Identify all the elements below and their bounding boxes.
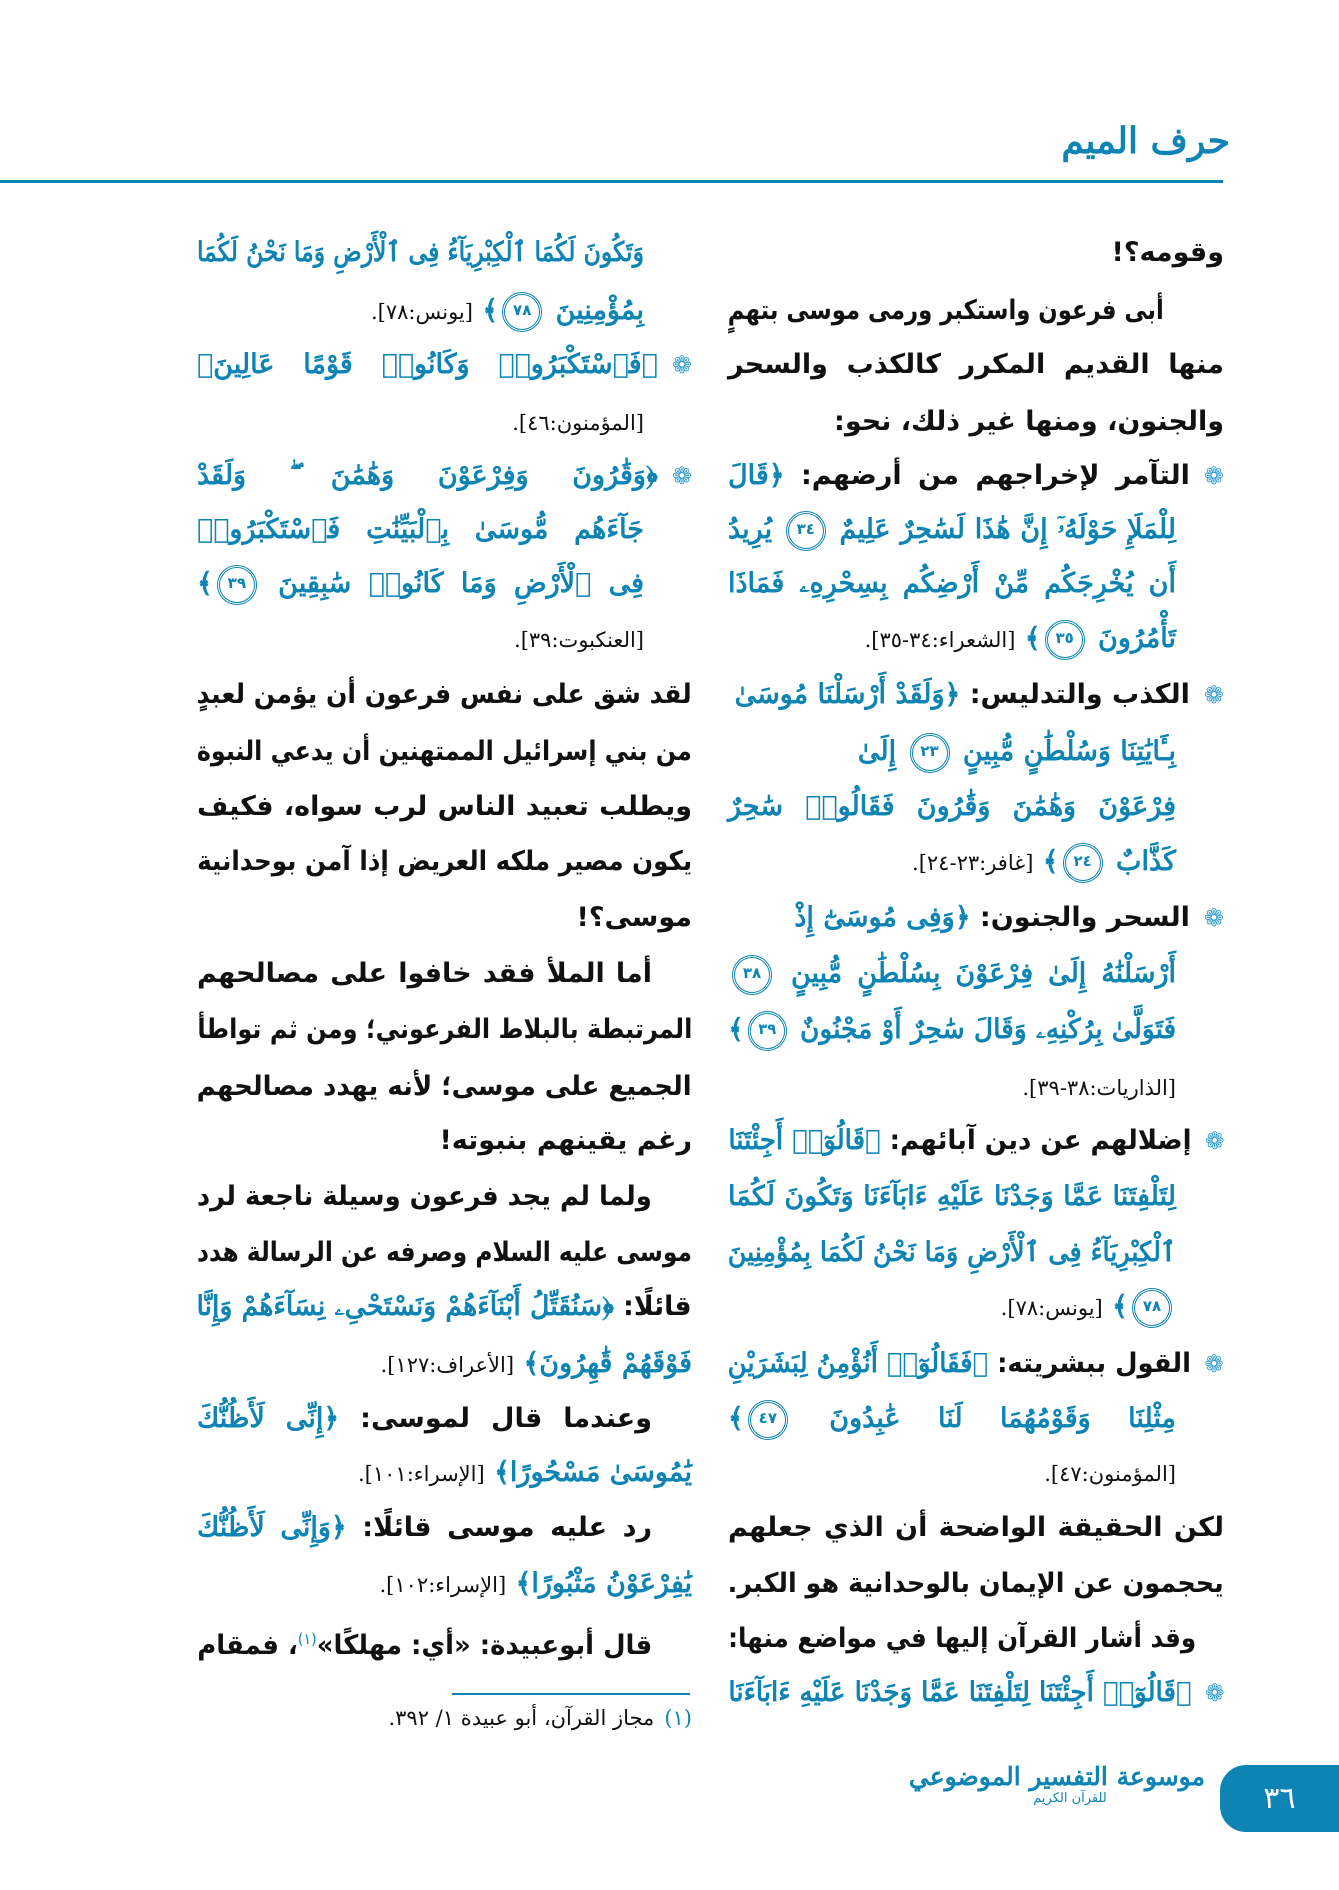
verse-reference: [الشعراء:٣٤-٣٥].: [864, 628, 1016, 652]
body-text: من بني إسرائيل الممتهنين أن يدعي النبوة: [196, 736, 692, 767]
quran-verse: جَآءَهُم مُّوسَىٰ بِٱلْبَيِّنَٰتِ فَٱسْتَكْبَرُوا۟: [197, 514, 644, 545]
logo-title: موسوعة التفسير الموضوعي: [908, 1762, 1205, 1791]
verse-reference: [غافر:٢٣-٢٤].: [912, 851, 1034, 875]
line-content: [197, 557, 644, 611]
line-content: [728, 780, 1176, 834]
line-content: [197, 668, 692, 722]
text-line: [728, 612, 1176, 666]
verse-reference: [المؤمنون:٤٦].: [512, 411, 644, 435]
quran-verse: ﴾: [1015, 623, 1041, 654]
bullet-flower-icon: ❁: [1204, 1127, 1224, 1155]
text-line: [728, 835, 1176, 889]
quran-verse: ﴿وَلَقَدْ أَرْسَلْنَا مُوسَىٰ: [734, 679, 961, 710]
text-line: [197, 1612, 652, 1666]
encyclopedia-logo: [908, 1762, 1205, 1806]
ayah-number-marker: ٣٩: [747, 1011, 786, 1051]
line-content: [197, 338, 692, 392]
text-line: [197, 668, 692, 722]
text-line: [197, 780, 692, 834]
line-content: [197, 1003, 692, 1057]
text-line: [728, 338, 1224, 392]
quran-verse: ﴿وَإِنِّى لَأَظُنُّكَ: [197, 1512, 347, 1543]
quran-verse: ﴿قَالُوٓا۟ أَجِئْتَنَا لِتَلْفِتَنَا عَمَّا وَجَدْنَا عَلَيْهِ ءَابَآءَنَا: [727, 1677, 1192, 1708]
quran-verse: بِـَٔايَٰتِنَا وَسُلْطَٰنٍ مُّبِينٍ: [953, 736, 1176, 767]
quran-verse: بِمُؤْمِنِينَ: [546, 295, 644, 326]
line-content: [1022, 1060, 1176, 1115]
line-content: [577, 891, 693, 945]
text-line: [197, 1501, 652, 1555]
body-text: الجميع على موسى؛ لأنه يهدد مصالحهم: [196, 1071, 692, 1102]
quran-verse: تَأْمُرُونَ: [1088, 623, 1176, 654]
quran-verse: يَٰمُوسَىٰ مَسْحُورًا﴾: [484, 1457, 692, 1488]
line-content: [728, 338, 1224, 392]
right-column: [728, 0, 1224, 1890]
left-column: [197, 0, 692, 1890]
quran-verse: ﴿قَالَ: [728, 460, 785, 491]
text-line: [728, 226, 1224, 280]
text-line: [197, 1060, 692, 1114]
text-line: [728, 1612, 1196, 1666]
text-line: [197, 1557, 692, 1611]
line-content: [439, 1114, 692, 1168]
body-text: والجنون، ومنها غير ذلك، نحو:: [834, 406, 1224, 437]
body-text: لكن الحقيقة الواضحة أن الذي جعلهم: [728, 1512, 1224, 1543]
body-text: يحجمون عن الإيمان بالوحدانية هو الكبر.: [727, 1568, 1224, 1599]
quran-verse: ﴿قَالُوٓا۟ أَجِئْتَنَا: [728, 1125, 881, 1156]
text-line: [197, 1226, 692, 1280]
line-content: [735, 668, 1224, 722]
text-line: [197, 612, 644, 666]
line-content: [197, 1060, 692, 1114]
footnote: [197, 1706, 692, 1730]
line-content: [834, 395, 1224, 449]
line-content: [197, 1501, 652, 1555]
footnote-ref[interactable]: (١): [297, 1630, 317, 1648]
bullet-flower-icon: ❁: [671, 462, 692, 490]
quran-verse: ﴿وَفِى مُوسَىٰٓ إِذْ: [794, 902, 971, 933]
quran-verse: فِرْعَوْنَ وَهَٰمَٰنَ وَقَٰرُونَ فَقَالُوا۟ سَٰحِرٌ: [728, 791, 1176, 822]
line-content: [197, 1392, 652, 1446]
body-text: وقد أشار القرآن إليها في مواضع منها:: [727, 1623, 1196, 1654]
body-text: ، فمقام: [197, 1630, 298, 1661]
quran-verse: ﴿فَٱسْتَكْبَرُوا۟ وَكَانُوا۟ قَوْمًا عَالِينَ﴾: [197, 349, 658, 380]
quran-verse: يُرِيدُ: [728, 514, 782, 545]
line-content: [728, 449, 1224, 503]
line-content: [728, 1392, 1176, 1446]
line-content: [728, 1501, 1224, 1555]
quran-verse: ﴾: [1102, 1291, 1128, 1322]
text-line: [197, 395, 644, 449]
line-content: [197, 1226, 692, 1280]
text-line: [197, 1003, 692, 1057]
body-text: وقومه؟!: [1111, 237, 1224, 268]
line-content: [1001, 1280, 1176, 1335]
quran-verse: ﴾: [1033, 846, 1059, 877]
line-content: [728, 1114, 1224, 1168]
line-content: [197, 947, 652, 1001]
quran-verse: ﴿وَقَٰرُونَ وَفِرْعَوْنَ وَهَٰمَٰنَ ۖ وَلَقَدْ: [197, 460, 658, 491]
quran-verse: كَذَّابٌ: [1106, 846, 1176, 877]
text-line: [728, 557, 1176, 611]
text-line: [728, 1060, 1176, 1114]
body-text: قال أبوعبيدة: «أي: مهلكًا»: [316, 1630, 652, 1661]
line-content: [728, 1557, 1224, 1611]
chapter-title: حرف الميم: [1061, 120, 1230, 162]
page-number: ٣٦: [1220, 1765, 1339, 1832]
text-line: [197, 1170, 652, 1224]
text-line: [728, 1666, 1224, 1720]
text-line: [728, 1501, 1224, 1555]
text-line: [197, 1337, 692, 1391]
text-line: [197, 226, 644, 280]
body-text: القول ببشريته:: [988, 1348, 1192, 1379]
quran-verse: أَن يُخْرِجَكُم مِّنْ أَرْضِكُم بِسِحْرِهِۦ فَمَاذَا: [728, 568, 1176, 599]
text-line: [728, 668, 1224, 722]
body-text: المرتبطة بالبلاط الفرعوني؛ ومن ثم تواطأ: [197, 1014, 692, 1045]
quran-verse: يَٰفِرْعَوْنُ مَثْبُورًا﴾: [506, 1568, 692, 1599]
line-content: [197, 780, 692, 834]
bullet-flower-icon: ❁: [1203, 904, 1224, 932]
text-line: [728, 947, 1176, 1001]
line-content: [371, 284, 644, 339]
bullet-flower-icon: ❁: [671, 351, 692, 379]
ayah-number-marker: ٢٤: [1063, 843, 1103, 883]
bullet-flower-icon: ❁: [1203, 681, 1224, 709]
line-content: [197, 1612, 652, 1673]
verse-reference: [العنكبوت:٣٩].: [514, 628, 644, 652]
quran-verse: ﴾: [728, 1014, 744, 1045]
body-text: الكذب والتدليس:: [960, 679, 1190, 710]
text-line: [728, 395, 1224, 449]
text-line: [197, 835, 692, 889]
verse-reference: [الذاريات:٣٨-٣٩].: [1022, 1076, 1176, 1100]
quran-verse: ﴿سَنُقَتِّلُ أَبْنَآءَهُمْ وَنَسْتَحْىِۦ نِسَآءَهُمْ وَإِنَّا: [196, 1291, 615, 1322]
text-line: [728, 503, 1176, 557]
line-content: [197, 449, 692, 503]
quran-verse: ﴾: [472, 295, 499, 326]
line-content: [197, 503, 644, 557]
body-text: أبى فرعون واستكبر ورمى موسى بتهمٍ: [727, 295, 1164, 326]
text-line: [197, 557, 644, 611]
body-text: لقد شق على نفس فرعون أن يؤمن لعبدٍ: [196, 679, 692, 710]
text-line: [197, 1392, 652, 1446]
quran-verse: ﴾: [728, 1403, 744, 1434]
line-content: [728, 1612, 1196, 1666]
text-line: [197, 1446, 692, 1500]
line-content: [728, 1226, 1176, 1280]
footnote-text: مجاز القرآن، أبو عبيدة ١/ ٣٩٢.: [388, 1706, 655, 1730]
body-text: موسى عليه السلام وصرفه عن الرسالة هدد: [197, 1237, 692, 1268]
text-line: [728, 1557, 1224, 1611]
quran-verse: فِى ٱلْأَرْضِ وَمَا كَانُوا۟ سَٰبِقِينَ: [260, 568, 644, 599]
bullet-flower-icon: ❁: [1203, 462, 1224, 490]
verse-reference: [المؤمنون:٤٧].: [1044, 1462, 1176, 1486]
text-line: [197, 503, 644, 557]
verse-reference: [الإسراء:١٠١].: [358, 1462, 485, 1486]
body-text: قائلًا:: [614, 1291, 692, 1322]
quran-verse: فَتَوَلَّىٰ بِرُكْنِهِۦ وَقَالَ سَٰحِرٌ أَوْ مَجْنُونٌ: [790, 1014, 1176, 1045]
text-line: [728, 1003, 1176, 1057]
line-content: [912, 835, 1176, 890]
line-content: [728, 557, 1176, 611]
text-line: [728, 1114, 1224, 1168]
text-line: [728, 725, 1176, 779]
text-line: [728, 891, 1224, 945]
quran-verse: وَتَكُونَ لَكُمَا ٱلْكِبْرِيَآءُ فِى ٱلْأَرْضِ وَمَا نَحْنُ لَكُمَا: [196, 237, 644, 268]
quran-verse: مِثْلِنَا وَقَوْمُهُمَا لَنَا عَٰبِدُونَ: [791, 1403, 1176, 1434]
text-line: [728, 449, 1224, 503]
text-line: [728, 1337, 1224, 1391]
ayah-number-marker: ٣٥: [1045, 620, 1085, 660]
line-content: [728, 1170, 1176, 1224]
verse-reference: [يونس:٧٨].: [370, 300, 473, 324]
footnote-number: (١): [664, 1706, 692, 1730]
line-content: [379, 1557, 692, 1612]
line-content: [512, 395, 644, 450]
text-line: [728, 780, 1176, 834]
text-line: [728, 1392, 1176, 1446]
line-content: [197, 226, 644, 280]
bullet-flower-icon: ❁: [1204, 1350, 1224, 1378]
line-content: [865, 612, 1176, 667]
line-content: [381, 1337, 692, 1392]
text-line: [197, 449, 692, 503]
text-line: [728, 1446, 1176, 1500]
text-line: [197, 725, 692, 779]
quran-verse: فَوْقَهُمْ قَٰهِرُونَ﴾: [514, 1348, 692, 1379]
text-line: [197, 947, 652, 1001]
body-text: وعندما قال لموسى:: [339, 1403, 652, 1434]
body-text: التآمر لإخراجهم من أرضهم:: [784, 460, 1190, 491]
body-text: رغم يقينهم بنبوته!: [439, 1125, 692, 1156]
line-content: [794, 891, 1224, 945]
line-content: [728, 1003, 1176, 1057]
body-text: منها القديم المكرر كالكذب والسحر: [728, 349, 1224, 380]
text-line: [197, 1114, 692, 1168]
ayah-number-marker: ٣٤: [786, 511, 826, 551]
text-line: [728, 284, 1164, 338]
body-text: ولما لم يجد فرعون وسيلة ناجعة لرد: [196, 1181, 652, 1212]
ayah-number-marker: ٤٧: [748, 1400, 788, 1440]
line-content: [728, 947, 1176, 1001]
line-content: [728, 1666, 1224, 1720]
footnote-divider: [452, 1693, 690, 1695]
text-line: [197, 1280, 692, 1334]
text-line: [728, 1170, 1176, 1224]
body-text: رد عليه موسى قائلًا:: [346, 1512, 652, 1543]
text-line: [197, 891, 692, 945]
quran-verse: إِلَىٰ: [857, 736, 906, 767]
quran-verse: ٱلْكِبْرِيَآءُ فِى ٱلْأَرْضِ وَمَا نَحْنُ لَكُمَا بِمُؤْمِنِينَ: [728, 1237, 1176, 1268]
body-text: أما الملأ فقد خافوا على مصالحهم: [197, 958, 652, 989]
line-content: [858, 725, 1176, 779]
line-content: [197, 835, 692, 889]
body-text: ويطلب تعبيد الناس لرب سواه، فكيف: [197, 791, 692, 822]
ayah-number-marker: ٣٩: [217, 565, 257, 605]
body-text: موسى؟!: [576, 902, 692, 933]
text-line: [728, 1226, 1176, 1280]
line-content: [197, 1280, 692, 1334]
logo-subtitle: للقرآن الكريم: [1033, 1791, 1107, 1806]
line-content: [1112, 226, 1224, 280]
quran-verse: ﴿فَقَالُوٓا۟ أَنُؤْمِنُ لِبَشَرَيْنِ: [727, 1348, 989, 1379]
line-content: [1044, 1446, 1176, 1501]
line-content: [197, 725, 692, 779]
line-content: [728, 1337, 1224, 1391]
quran-verse: ﴿إِنِّى لَأَظُنُّكَ: [197, 1403, 340, 1434]
line-content: [728, 503, 1176, 557]
text-line: [197, 338, 692, 392]
line-content: [514, 612, 644, 667]
line-content: [358, 1446, 692, 1501]
text-line: [728, 1280, 1176, 1334]
line-content: [728, 284, 1164, 338]
verse-reference: [يونس:٧٨].: [1000, 1296, 1103, 1320]
quran-verse: أَرْسَلْنَٰهُ إِلَىٰ فِرْعَوْنَ بِسُلْطَٰنٍ مُّبِينٍ: [776, 958, 1176, 989]
ayah-number-marker: ٧٨: [502, 292, 542, 332]
ayah-number-marker: ٧٨: [1132, 1288, 1172, 1328]
verse-reference: [الأعراف:١٢٧].: [380, 1353, 515, 1377]
body-text: إضلالهم عن دين آبائهم:: [880, 1125, 1192, 1156]
line-content: [197, 1170, 652, 1224]
text-line: [197, 284, 644, 338]
verse-reference: [الإسراء:١٠٢].: [379, 1573, 507, 1597]
quran-verse: ﴾: [197, 568, 213, 599]
quran-verse: لِلْمَلَإِ حَوْلَهُۥٓ إِنَّ هَٰذَا لَسَٰحِرٌ عَلِيمٌ: [829, 514, 1176, 545]
body-text: السحر والجنون:: [970, 902, 1190, 933]
quran-verse: لِتَلْفِتَنَا عَمَّا وَجَدْنَا عَلَيْهِ ءَابَآءَنَا وَتَكُونَ لَكُمَا: [728, 1181, 1176, 1212]
ayah-number-marker: ٣٨: [732, 955, 772, 995]
bullet-flower-icon: ❁: [1204, 1679, 1224, 1707]
body-text: يكون مصير ملكه العريض إذا آمن بوحدانية: [196, 846, 692, 877]
ayah-number-marker: ٢٣: [910, 733, 950, 773]
